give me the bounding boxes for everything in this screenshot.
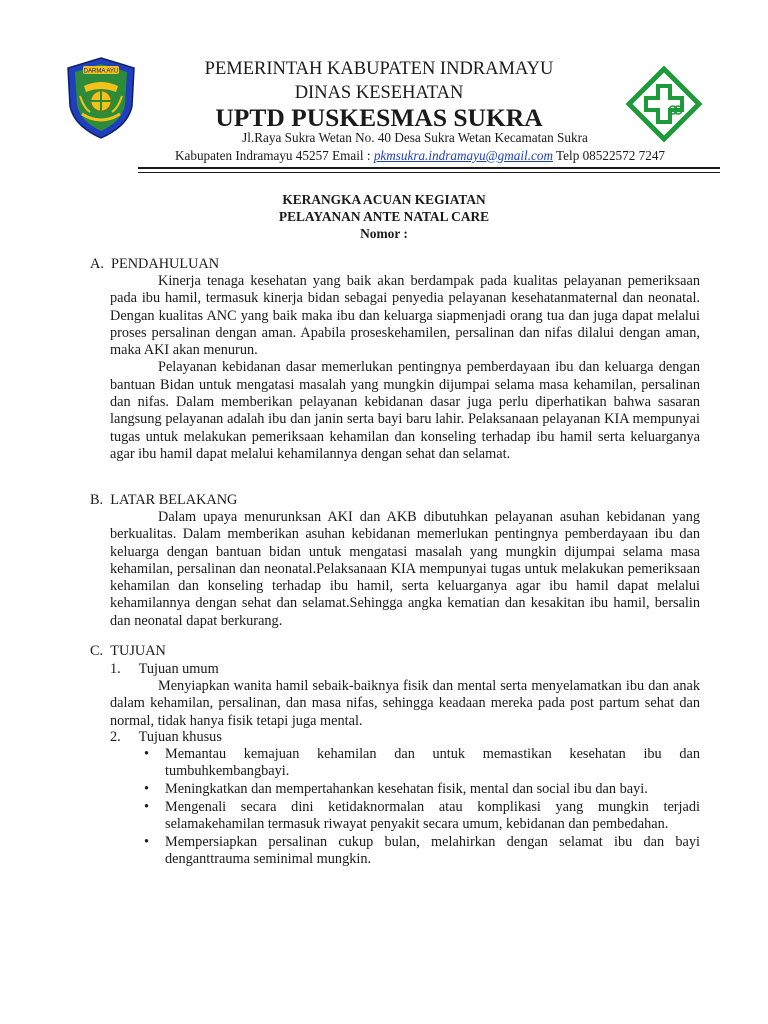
section-b-body bbox=[110, 509, 700, 630]
section-b-paragraph-1: Dalam upaya menurunksan AKI dan AKB dibutuhkan pelayanan asuhan kebidanan yang berkualitas. Dalam memberikan asuhan kebidanan memerlukan pentingnya pemberdayaan ibu dan keluarga dengan bantuan bidan untuk mengatasi masalah yang mungkin dijumpai selama masa kehamilan, persalinan dan neonatal.Pelaksanaan KIA mempunyai tugas untuk melakukan pemeriksaan kehamilan dan konseling terhadap ibu hamil, serta keluarganya agar ibu hamil dapat melalui kehamilannya dengan sehat dan selamat.Sehingga angka kematian dan kesakitan ibu hamil, bersalin dan neonatal dapat berkurang. bbox=[110, 509, 700, 629]
letterhead-department: DINAS KESEHATAN bbox=[294, 83, 464, 103]
list-item-text: Mengenali secara dini ketidaknormalan atau komplikasi yang mungkin terjadi selamakehamilan termasuk riwayat penyakit secara umum, kebidanan dan pembedahan. bbox=[165, 798, 700, 833]
contact-phone: Telp 08522572 7247 bbox=[552, 148, 666, 163]
bullet-icon: • bbox=[144, 781, 150, 798]
section-c-heading: C. TUJUAN bbox=[90, 643, 166, 659]
list-item bbox=[144, 798, 700, 834]
email-link[interactable]: pkmsukra.indramayu@gmail.com bbox=[373, 148, 553, 163]
section-b-heading: B. LATAR BELAKANG bbox=[90, 492, 238, 508]
doc-number: Nomor : bbox=[360, 226, 408, 241]
doc-title-line2: PELAYANAN ANTE NATAL CARE bbox=[278, 209, 490, 224]
letterhead-government: PEMERINTAH KABUPATEN INDRAMAYU bbox=[204, 59, 554, 79]
letterhead-contact bbox=[100, 148, 740, 164]
list-item bbox=[144, 746, 700, 781]
letterhead-rule-thick bbox=[138, 167, 720, 169]
letterhead-address: Jl.Raya Sukra Wetan No. 40 Desa Sukra Wetan Kecamatan Sukra bbox=[242, 130, 588, 145]
letterhead-institution: UPTD PUSKESMAS SUKRA bbox=[215, 103, 543, 132]
list-item-text: Mempersiapkan persalinan cukup bulan, melahirkan dengan selamat ibu dan bayi denganttrauma seminimal mungkin. bbox=[165, 833, 700, 868]
tujuan-khusus-heading: 2. Tujuan khusus bbox=[110, 729, 222, 745]
emblem-banner-text: DARMA AYU bbox=[83, 68, 119, 75]
contact-prefix: Kabupaten Indramayu 45257 Email : bbox=[174, 148, 374, 163]
bullet-icon: • bbox=[144, 798, 150, 815]
section-a-paragraph-2: Pelayanan kebidanan dasar memerlukan pentingnya pemberdayaan ibu dan keluarga dengan bantuan Bidan untuk mengatasi masalah yang mungkin dijumpai selama masa kehamilan, persalinan dan nifas. Dalam memberikan pelayanan kebidanan dasar juga perlu diperhatikan bahwa sasaran langsung pelayanan adalah ibu dan janin serta bayi baru lahir. Pelaksanaan pelayanan KIA mempunyai tugas untuk melakukan pemeriksaan kehamilan dan konseling terhadap ibu hamil serta keluarganya agar ibu hamil dapat melalui kehamilannya dengan sehat dan selamat. bbox=[110, 359, 700, 462]
tujuan-umum-paragraph: Menyiapkan wanita hamil sebaik-baiknya fisik dan mental serta menyelamatkan ibu dan anak dalam kehamilan, persalinan, dan masa nifas, sehingga keadaan mereka pada post partum sehat dan normal, tidak hanya fisik tetapi juga mental. bbox=[110, 678, 700, 729]
list-item-text: Meningkatkan dan mempertahankan kesehatan fisik, mental dan social ibu dan bayi. bbox=[165, 781, 648, 798]
list-item bbox=[144, 781, 700, 798]
letterhead-rule-thin bbox=[138, 172, 720, 173]
list-item bbox=[144, 833, 700, 869]
indramayu-emblem-icon bbox=[64, 56, 138, 140]
section-a-body bbox=[110, 273, 700, 463]
tujuan-umum-body bbox=[110, 678, 700, 730]
section-a-paragraph-1: Kinerja tenaga kesehatan yang baik akan berdampak pada kualitas pelayanan pemeriksaan pada ibu hamil, termasuk kinerja bidan sebagai penyedia pelayanan kesehatanmaternal dan neonatal. Dengan kualitas ANC yang baik maka ibu dan keluarga siapmenjadi orang tua dan juga dapat melalui proses persalinan dengan aman. Apabila proseskehamilen, persalinan dan nifas dilalui dengan aman, maka AKI akan menurun. bbox=[110, 273, 700, 359]
tujuan-khusus-list bbox=[144, 746, 700, 869]
tujuan-umum-heading: 1. Tujuan umum bbox=[110, 661, 219, 677]
section-a-heading: A. PENDAHULUAN bbox=[90, 256, 220, 272]
doc-title-line1: KERANGKA ACUAN KEGIATAN bbox=[282, 192, 486, 207]
bullet-icon: • bbox=[144, 746, 150, 762]
bullet-icon: • bbox=[144, 833, 150, 850]
list-item-text: Memantau kemajuan kehamilan dan untuk memastikan kesehatan ibu dan tumbuhkembangbayi. bbox=[165, 746, 700, 780]
